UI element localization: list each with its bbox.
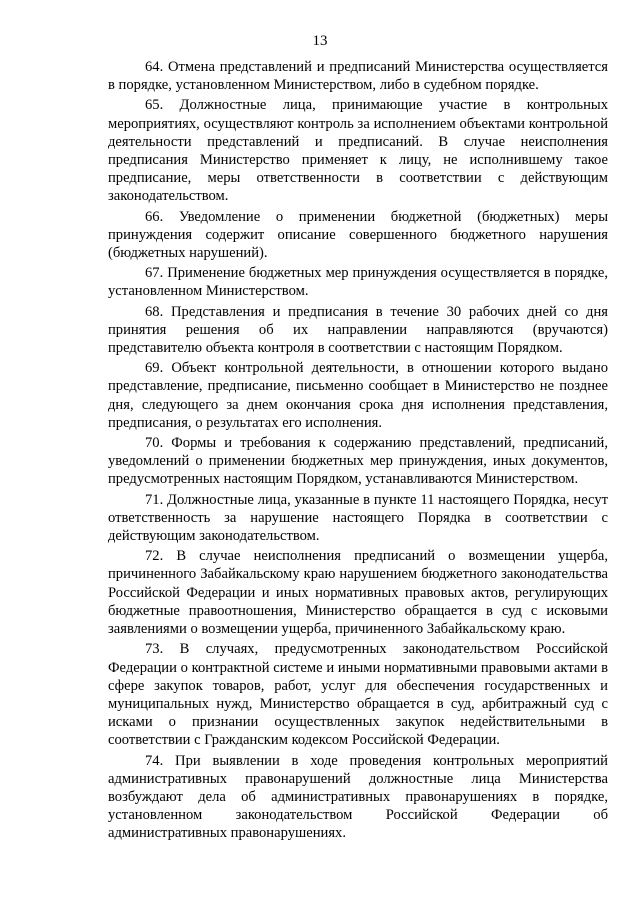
paragraph-73: 73. В случаях, предусмотренных законодательством Российской Федерации о контрактной системе и иными нормативными правовыми актами в сфере закупок товаров, работ, услуг для обеспечения государственных и муниципальных нужд, Министерство обращается в суд, арбитражный суд с исками о признании осуществленных закупок недействительными в соответствии с Гражданским кодексом Российской Федерации. — [108, 641, 608, 749]
paragraph-65: 65. Должностные лица, принимающие участие в контрольных мероприятиях, осуществляют контроль за исполнением объектами контрольной деятельности представлений и предписаний. В случае неисполнения предписания Министерство применяет к лицу, не исполнившему такое предписание, меры ответственности в соответствии с действующим законодательством. — [108, 97, 608, 205]
paragraph-68: 68. Представления и предписания в течение 30 рабочих дней со дня принятия решения об их направлении направляются (вручаются) представителю объекта контроля в соответствии с настоящим Порядком. — [108, 303, 608, 357]
paragraph-74: 74. При выявлении в ходе проведения контрольных мероприятий административных правонарушений должностные лица Министерства возбуждают дела об административных правонарушениях в порядке, установленном законодательством Российской Федерации об административных правонарушениях. — [108, 752, 608, 842]
paragraph-70: 70. Формы и требования к содержанию представлений, предписаний, уведомлений о применении бюджетных мер принуждения, иных документов, предусмотренных настоящим Порядком, устанавливаются Министерством. — [108, 435, 608, 488]
page-number: 13 — [312, 33, 328, 49]
paragraph-67: 67. Применение бюджетных мер принуждения осуществляется в порядке, установленном Министерством. — [108, 265, 608, 300]
paragraph-69: 69. Объект контрольной деятельности, в отношении которого выдано представление, предписание, письменно сообщает в Министерство не позднее дня, следующего за днем окончания срока дня исполнения представления, предписания, о результатах его исполнения. — [108, 360, 608, 431]
paragraph-64: 64. Отмена представлений и предписаний Министерства осуществляется в порядке, установленном Министерством, либо в судебном порядке. — [108, 59, 608, 94]
document-body — [108, 58, 608, 845]
paragraph-72: 72. В случае неисполнения предписаний о возмещении ущерба, причиненного Забайкальскому краю нарушением бюджетного законодательства Российской Федерации и иных нормативных правовых актов, регулирующих бюджетные правоотношения, Министерство обращается в суд с исковыми заявлениями о возмещении ущерба, причиненного Забайкальскому краю. — [108, 548, 608, 638]
paragraph-66: 66. Уведомление о применении бюджетной (бюджетных) меры принуждения содержит описание совершенного бюджетного нарушения (бюджетных нарушений). — [108, 208, 608, 262]
paragraph-71: 71. Должностные лица, указанные в пункте 11 настоящего Порядка, несут ответственность за нарушение настоящего Порядка в соответствии с действующим законодательством. — [108, 491, 608, 545]
